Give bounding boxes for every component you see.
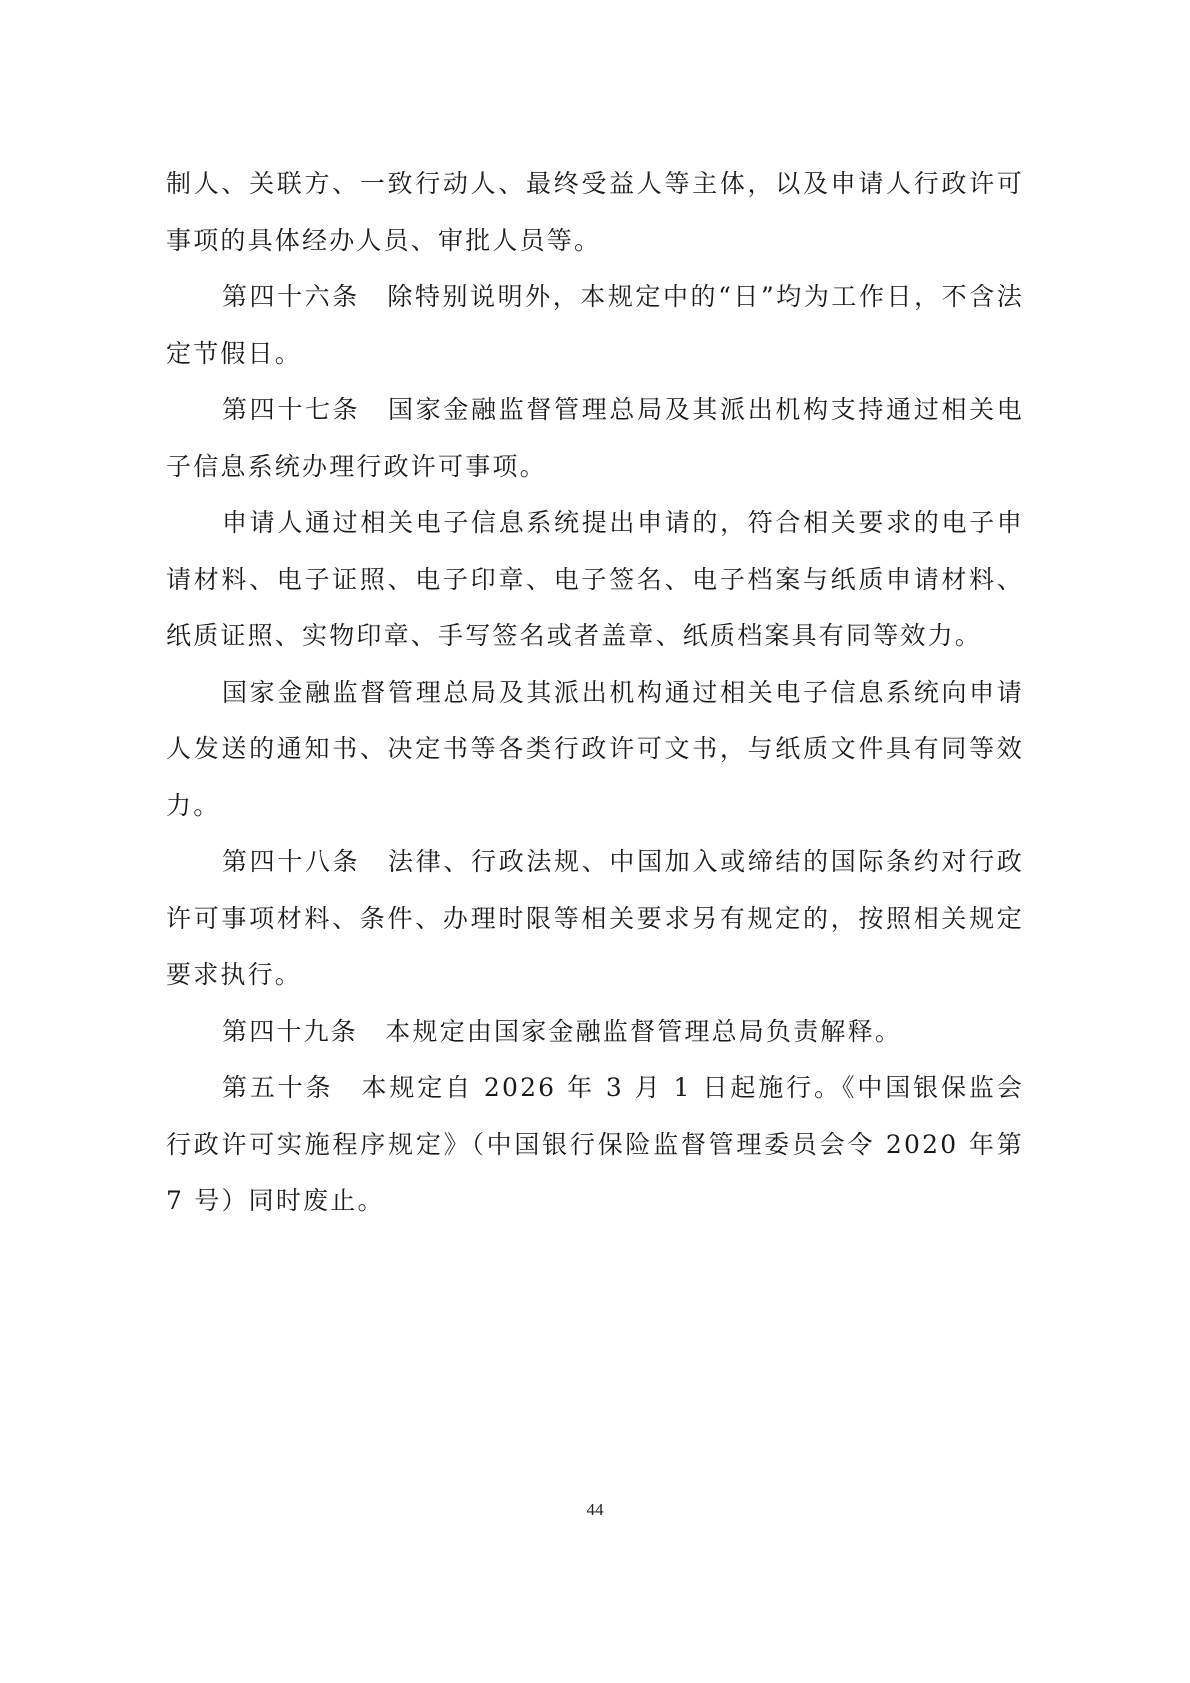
document-body: [166, 156, 1024, 1230]
paragraph-article-49: 第四十九条 本规定由国家金融监督管理总局负责解释。: [222, 1016, 903, 1046]
paragraph-article-48: 第四十八条 法律、行政法规、中国加入或缔结的国际条约对行政许可事项材料、条件、办理时限等相关要求另有规定的，按照相关规定要求执行。: [166, 847, 1024, 989]
paragraph-electronic-application: 申请人通过相关电子信息系统提出申请的，符合相关要求的电子申请材料、电子证照、电子印章、电子签名、电子档案与纸质申请材料、纸质证照、实物印章、手写签名或者盖章、纸质档案具有同等效力。: [166, 508, 1024, 650]
paragraph-electronic-documents: 国家金融监督管理总局及其派出机构通过相关电子信息系统向申请人发送的通知书、决定书等各类行政许可文书，与纸质文件具有同等效力。: [166, 677, 1024, 820]
page-number: 44: [586, 1500, 604, 1519]
paragraph-continuation: 制人、关联方、一致行动人、最终受益人等主体，以及申请人行政许可事项的具体经办人员、审批人员等。: [166, 169, 1024, 255]
paragraph-article-47: 第四十七条 国家金融监督管理总局及其派出机构支持通过相关电子信息系统办理行政许可事项。: [166, 395, 1024, 481]
paragraph-article-50: 第五十条 本规定自 2026 年 3 月 1 日起施行。《中国银保监会行政许可实施程序规定》（中国银行保险监督管理委员会令 2020 年第 7 号）同时废止。: [166, 1073, 1024, 1215]
paragraph-article-46: 第四十六条 除特别说明外，本规定中的“日”均为工作日，不含法定节假日。: [166, 282, 1024, 368]
